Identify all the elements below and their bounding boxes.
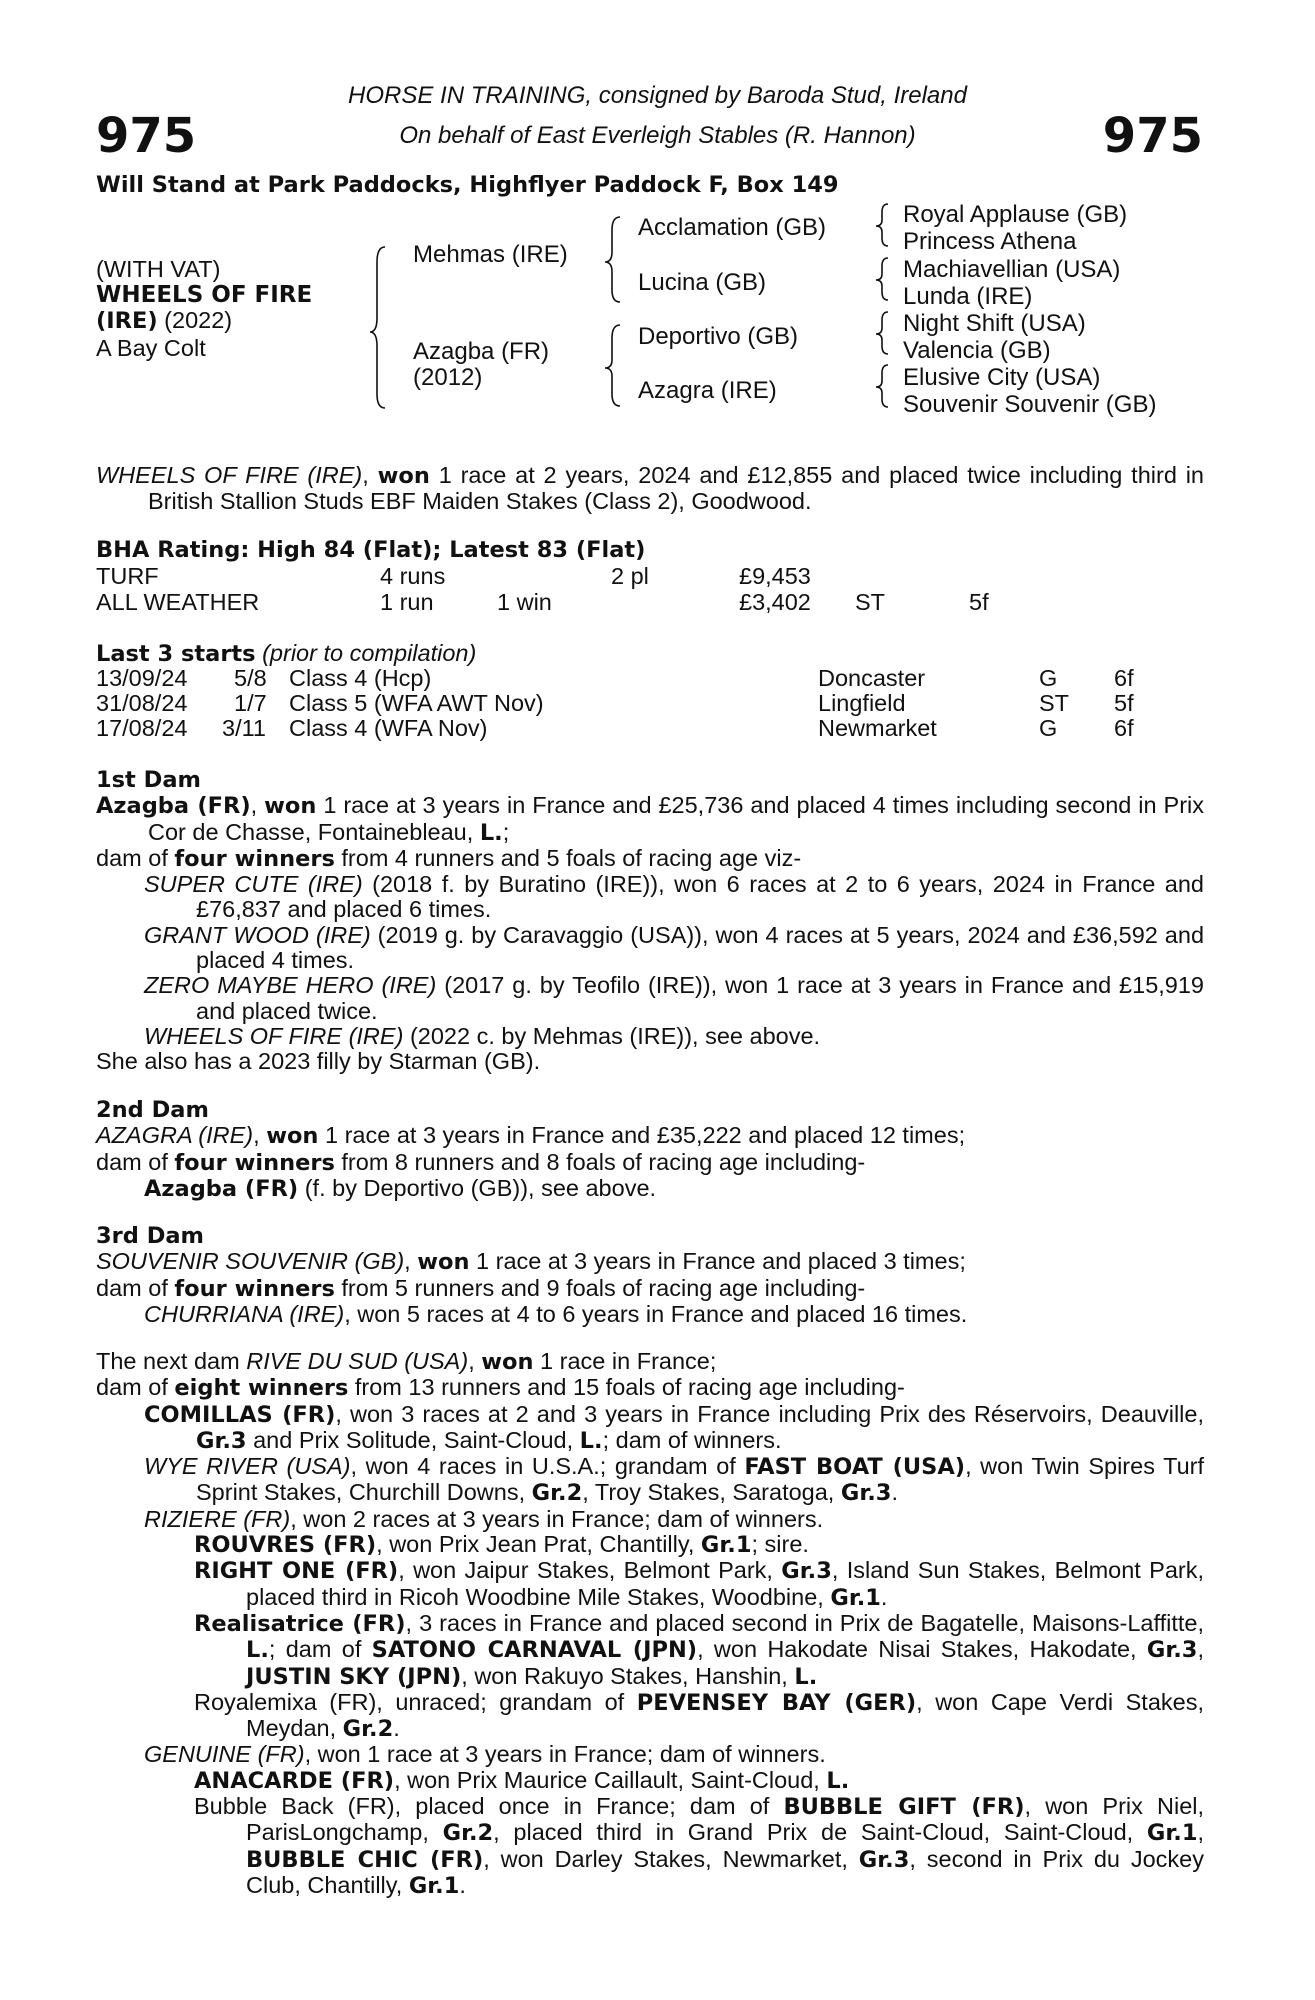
first-dam-title: 1st Dam [96, 767, 201, 793]
start-distance: 6f [1114, 715, 1134, 741]
descendant-entry: Bubble Back (FR), placed once in France; dam of BUBBLE GIFT (FR), won Prix Niel, ParisLongchamp, Gr.2, placed third in Grand Prix de Saint-Cloud, Saint-Cloud, Gr.1, BUBBLE CHIC (FR), won Darley Stakes, Newmarket, Gr.3, second in Prix du Jockey Club, Chantilly, Gr.1. [194, 1793, 1205, 1899]
pedigree-g3-6: Valencia (GB) [903, 337, 1051, 364]
rating-going: ST [855, 589, 886, 615]
start-going: ST [1039, 690, 1070, 716]
brace-g3-2 [876, 258, 888, 300]
start-course: Lingfield [818, 690, 906, 716]
progeny-entry: ZERO MAYBE HERO (IRE) (2017 g. by Teofilo (IRE)), won 1 race at 3 years in France and £15,919 and placed twice. [144, 972, 1205, 1024]
descendant-entry: COMILLAS (FR), won 3 races at 2 and 3 years in France including Prix des Réservoirs, Deauville, Gr.3 and Prix Solitude, Saint-Cloud, L.; dam of winners. [144, 1400, 1204, 1454]
horse-year: (2022) [164, 307, 233, 333]
brace-sire-line [605, 217, 620, 302]
rating-placed: 2 pl [611, 563, 649, 589]
descendant-entry: ANACARDE (FR), won Prix Maurice Caillault, Saint-Cloud, L. [194, 1766, 850, 1794]
descendant-entry: RIZIERE (FR), won 2 races at 3 years in France; dam of winners. [144, 1505, 824, 1532]
descendant-entry: GENUINE (FR), won 1 race at 3 years in France; dam of winners. [144, 1741, 826, 1768]
consignment-line: HORSE IN TRAINING, consigned by Baroda Stud, Ireland [348, 82, 967, 109]
pedigree-sire: Mehmas (IRE) [413, 241, 568, 268]
horse-description: A Bay Colt [96, 335, 206, 361]
pedigree-dam-dam: Azagra (IRE) [638, 377, 777, 404]
start-going: G [1039, 715, 1058, 741]
second-dam-title: 2nd Dam [96, 1097, 209, 1123]
first-dam-name: Azagba (FR) [96, 793, 251, 820]
start-position: 1/7 [234, 690, 267, 716]
descendant-entry: ROUVRES (FR), won Prix Jean Prat, Chantilly, Gr.1; sire. [194, 1531, 809, 1559]
horse-name: WHEELS OF FIRE [96, 282, 313, 308]
descendant-entry: WYE RIVER (USA), won 4 races in U.S.A.; grandam of FAST BOAT (USA), won Twin Spires Turf Sprint Stakes, Churchill Downs, Gr.2, Troy Stakes, Saratoga, Gr.3. [144, 1453, 1205, 1507]
pedigree-g3-4: Lunda (IRE) [903, 283, 1033, 310]
pedigree-dam-sire: Deportivo (GB) [638, 323, 799, 350]
progeny-entry: SUPER CUTE (IRE) (2018 f. by Buratino (IRE)), won 6 races at 2 to 6 years, 2024 in France and £76,837 and placed 6 times. [144, 871, 1205, 923]
rating-runs: 1 run [380, 589, 434, 615]
pedigree-sire-sire: Acclamation (GB) [638, 214, 827, 241]
pedigree-g3-5: Night Shift (USA) [903, 310, 1086, 337]
bha-rating-title: BHA Rating: High 84 (Flat); Latest 83 (Flat) [96, 537, 646, 563]
third-dam-section: 3rd Dam SOUVENIR SOUVENIR (GB), won 1 race at 3 years in France and placed 3 times; dam of four winners from 5 runners and 9 foals of racing age including- CHURRIANA (IRE), won 5 races at 4 to 6 years in France and placed 16 times. [96, 1223, 968, 1327]
start-date: 13/09/24 [96, 665, 188, 691]
pedigree-sire-dam: Lucina (GB) [638, 269, 767, 296]
rating-distance: 5f [969, 589, 989, 615]
rating-wins: 1 win [497, 589, 552, 615]
next-dam-section: The next dam RIVE DU SUD (USA), won 1 race in France; dam of eight winners from 13 runners and 15 foals of racing age including- COMILLAS (FR), won 3 races at 2 and 3 years in France including Prix des Réservoirs, Deauville, Gr.3 and Prix Solitude, Saint-Cloud, L.; dam of winners. WYE RIVER (USA), won 4 races in U.S.A.; grandam of FAST BOAT (USA), won Twin Spires Turf Sprint Stakes, Churchill Downs, Gr.2, Troy Stakes, Saratoga, Gr.3. RIZIERE (FR), won 2 races at 3 years in France; dam of winners. ROUVRES (FR), won Prix Jean Prat, Chantilly, Gr.1; sire. RIGHT ONE (FR), won Jaipur Stakes, Belmont Park, Gr.3, Island Sun Stakes, Belmont Park, placed third in Ricoh Woodbine Mile Stakes, Woodbine, Gr.1. Realisatrice (FR), 3 races in France and placed second in Prix de Bagatelle, Maisons-Laffitte, L.; dam of SATONO CARNAVAL (JPN), won Hakodate Nisai Stakes, Hakodate, Gr.3, JUSTIN SKY (JPN), won Rakuyo Stakes, Hanshin, L. Royalemixa (FR), unraced; grandam of PEVENSEY BAY (GER), won Cape Verdi Stakes, Meydan, Gr.2. GENUINE (FR), won 1 race at 3 years in France; dam of winners. ANACARDE (FR), won Prix Maurice Caillault, Saint-Cloud, L. Bubble Back (FR), placed once in France; dam of BUBBLE GIFT (FR), won Prix Niel, ParisLongchamp, Gr.2, placed third in Grand Prix de Saint-Cloud, Saint-Cloud, Gr.1, BUBBLE CHIC (FR), won Darley Stakes, Newmarket, Gr.3, second in Prix du Jockey Club, Chantilly, Gr.1. [96, 1348, 1205, 1899]
brace-g3-3 [876, 312, 888, 354]
start-class: Class 4 (Hcp) [289, 665, 432, 691]
pedigree-g3-7: Elusive City (USA) [903, 364, 1101, 391]
stand-location: Will Stand at Park Paddocks, Highflyer Paddock F, Box 149 [96, 172, 839, 198]
last-starts-note: (prior to compilation) [262, 640, 477, 666]
pedigree-dam: Azagba (FR) [413, 338, 550, 365]
lot-number-right: 975 [1102, 108, 1203, 164]
lot-number-left: 975 [96, 108, 197, 164]
summary-horse-name: WHEELS OF FIRE (IRE) [96, 462, 363, 488]
descendant-entry: RIGHT ONE (FR), won Jaipur Stakes, Belmont Park, Gr.3, Island Sun Stakes, Belmont Park, placed third in Ricoh Woodbine Mile Stakes, Woodbine, Gr.1. [194, 1557, 1204, 1611]
rating-money: £9,453 [739, 563, 811, 589]
second-dam-section: 2nd Dam AZAGRA (IRE), won 1 race at 3 years in France and £35,222 and placed 12 times; dam of four winners from 8 runners and 8 foals of racing age including- Azagba (FR) (f. by Deportivo (GB)), see above. [96, 1097, 966, 1202]
start-date: 31/08/24 [96, 690, 188, 716]
pedigree-g3-2: Princess Athena [903, 228, 1077, 255]
pedigree-g3-8: Souvenir Souvenir (GB) [903, 391, 1157, 418]
pedigree-g3-1: Royal Applause (GB) [903, 201, 1128, 228]
third-dam-title: 3rd Dam [96, 1223, 204, 1249]
pedigree-g3-3: Machiavellian (USA) [903, 256, 1121, 283]
progeny-entry: WHEELS OF FIRE (IRE) (2022 c. by Mehmas (IRE)), see above. [144, 1022, 821, 1049]
start-distance: 5f [1114, 690, 1134, 716]
descendant-entry: Royalemixa (FR), unraced; grandam of PEVENSEY BAY (GER), won Cape Verdi Stakes, Meydan, Gr.2. [194, 1688, 1204, 1743]
last-starts-title: Last 3 starts [96, 641, 256, 667]
on-behalf-line: On behalf of East Everleigh Stables (R. Hannon) [399, 122, 916, 149]
rating-surface: TURF [96, 563, 159, 589]
vat-note: (WITH VAT) [96, 256, 221, 282]
summary-text: 1 race at 2 years, 2024 and £12,855 and placed twice including third in British Stallion Studs EBF Maiden Stakes (Class 2), Goodwood. [148, 462, 1204, 515]
start-going: G [1039, 665, 1058, 691]
start-position: 5/8 [234, 665, 267, 691]
start-distance: 6f [1114, 665, 1134, 691]
start-course: Newmarket [818, 715, 937, 741]
horse-country: (IRE) [96, 308, 158, 334]
start-class: Class 4 (WFA Nov) [289, 715, 488, 741]
summary-won: won [377, 463, 430, 489]
start-position: 3/11 [222, 715, 266, 741]
brace-g3-4 [876, 365, 888, 407]
last-starts-heading [96, 640, 476, 667]
brace-dam-line [605, 325, 620, 406]
rating-surface: ALL WEATHER [96, 589, 260, 615]
rating-money: £3,402 [739, 589, 811, 615]
progeny-entry: GRANT WOOD (IRE) (2019 g. by Caravaggio (USA)), won 4 races at 5 years, 2024 and £36,592 and placed 4 times. [144, 921, 1205, 974]
start-course: Doncaster [818, 665, 926, 691]
descendant-entry: Realisatrice (FR), 3 races in France and placed second in Prix de Bagatelle, Maisons-Laffitte, L.; dam of SATONO CARNAVAL (JPN), won Hakodate Nisai Stakes, Hakodate, Gr.3, JUSTIN SKY (JPN), won Rakuyo Stakes, Hanshin, L. [194, 1609, 1204, 1690]
first-dam-section: 1st Dam Azagba (FR), won 1 race at 3 years in France and £25,736 and placed 4 times including second in Prix Cor de Chasse, Fontainebleau, L.; dam of four winners from 4 runners and 5 foals of racing age viz- SUPER CUTE (IRE) (2018 f. by Buratino (IRE)), won 6 races at 2 to 6 years, 2024 in France and £76,837 and placed 6 times. GRANT WOOD (IRE) (2019 g. by Caravaggio (USA)), won 4 races at 5 years, 2024 and £36,592 and placed 4 times. ZERO MAYBE HERO (IRE) (2017 g. by Teofilo (IRE)), won 1 race at 3 years in France and £15,919 and placed twice. WHEELS OF FIRE (IRE) (2022 c. by Mehmas (IRE)), see above. She also has a 2023 filly by Starman (GB). [96, 767, 1205, 1075]
race-summary: WHEELS OF FIRE (IRE), won 1 race at 2 years, 2024 and £12,855 and placed twice including third in British Stallion Studs EBF Maiden Stakes (Class 2), Goodwood. [96, 462, 1204, 515]
pedigree-dam-year: (2012) [413, 364, 483, 391]
start-class: Class 5 (WFA AWT Nov) [289, 690, 544, 716]
rating-runs: 4 runs [380, 563, 446, 589]
brace-generation-1 [370, 247, 385, 408]
brace-g3-1 [876, 204, 888, 246]
start-date: 17/08/24 [96, 715, 188, 741]
